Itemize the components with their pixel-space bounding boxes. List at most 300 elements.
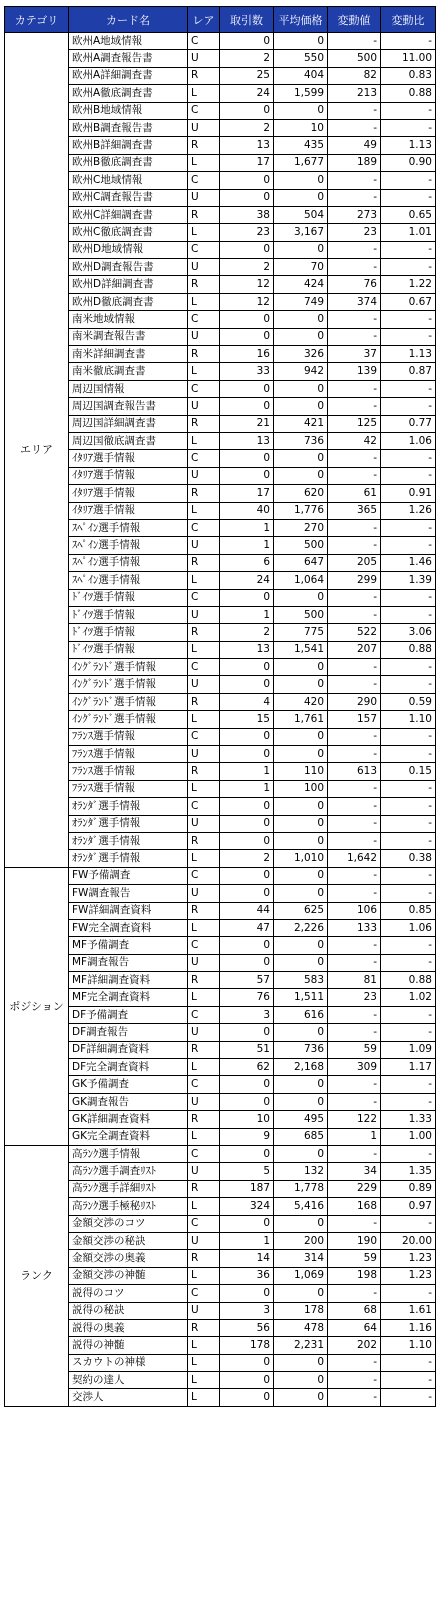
average-price-cell: 1,599 xyxy=(274,85,328,102)
average-price-cell: 0 xyxy=(274,746,328,763)
trade-count-cell: 1 xyxy=(220,780,274,797)
card-name-cell: GK完全調査資料 xyxy=(69,1128,188,1145)
average-price-cell: 404 xyxy=(274,67,328,84)
card-name-cell: 欧州B詳細調査書 xyxy=(69,137,188,154)
average-price-cell: 1,064 xyxy=(274,572,328,589)
rarity-cell: R xyxy=(188,1180,220,1197)
change-ratio-cell: - xyxy=(381,519,436,536)
trade-count-cell: 0 xyxy=(220,815,274,832)
average-price-cell: 583 xyxy=(274,972,328,989)
trade-count-cell: 0 xyxy=(220,589,274,606)
trade-count-cell: 33 xyxy=(220,363,274,380)
table-row xyxy=(5,1146,436,1163)
change-value-cell: 205 xyxy=(328,554,381,571)
change-value-cell: - xyxy=(328,311,381,328)
change-value-cell: - xyxy=(328,676,381,693)
trade-count-cell: 24 xyxy=(220,572,274,589)
change-ratio-cell: - xyxy=(381,380,436,397)
average-price-cell: 0 xyxy=(274,832,328,849)
change-value-cell: 122 xyxy=(328,1111,381,1128)
card-name-cell: ｵﾗﾝﾀﾞ選手情報 xyxy=(69,850,188,867)
card-name-cell: GK詳細調査資料 xyxy=(69,1111,188,1128)
trade-count-cell: 0 xyxy=(220,172,274,189)
rarity-cell: L xyxy=(188,919,220,936)
change-ratio-cell: - xyxy=(381,937,436,954)
change-ratio-cell: - xyxy=(381,537,436,554)
trade-count-cell: 0 xyxy=(220,33,274,50)
card-name-cell: 南米詳細調査書 xyxy=(69,346,188,363)
table-row xyxy=(5,519,436,536)
table-row xyxy=(5,954,436,971)
change-value-cell: - xyxy=(328,1354,381,1371)
change-value-cell: - xyxy=(328,867,381,884)
header-trade-count: 取引数 xyxy=(220,7,274,33)
table-row xyxy=(5,1111,436,1128)
trade-count-cell: 2 xyxy=(220,850,274,867)
rarity-cell: L xyxy=(188,1372,220,1389)
change-ratio-cell: 0.97 xyxy=(381,1198,436,1215)
trade-count-cell: 0 xyxy=(220,659,274,676)
average-price-cell: 421 xyxy=(274,415,328,432)
card-name-cell: ｽﾍﾟｲﾝ選手情報 xyxy=(69,572,188,589)
change-ratio-cell: 1.22 xyxy=(381,276,436,293)
table-row xyxy=(5,1232,436,1249)
card-name-cell: 欧州D調査報告書 xyxy=(69,259,188,276)
change-ratio-cell: 0.65 xyxy=(381,206,436,223)
rarity-cell: C xyxy=(188,1006,220,1023)
table-row xyxy=(5,259,436,276)
change-ratio-cell: 1.06 xyxy=(381,432,436,449)
average-price-cell: 749 xyxy=(274,293,328,310)
average-price-cell: 685 xyxy=(274,1128,328,1145)
rarity-cell: C xyxy=(188,867,220,884)
rarity-cell: L xyxy=(188,363,220,380)
card-name-cell: DF調査報告 xyxy=(69,1024,188,1041)
table-row xyxy=(5,415,436,432)
rarity-cell: R xyxy=(188,902,220,919)
table-row xyxy=(5,276,436,293)
table-row xyxy=(5,1215,436,1232)
trade-count-cell: 36 xyxy=(220,1267,274,1284)
table-row xyxy=(5,537,436,554)
rarity-cell: L xyxy=(188,224,220,241)
average-price-cell: 500 xyxy=(274,606,328,623)
average-price-cell: 0 xyxy=(274,33,328,50)
change-value-cell: - xyxy=(328,450,381,467)
table-row xyxy=(5,137,436,154)
trade-count-cell: 24 xyxy=(220,85,274,102)
change-ratio-cell: - xyxy=(381,33,436,50)
table-row xyxy=(5,885,436,902)
table-row xyxy=(5,589,436,606)
trade-count-cell: 1 xyxy=(220,537,274,554)
average-price-cell: 736 xyxy=(274,432,328,449)
change-ratio-cell: 1.10 xyxy=(381,1337,436,1354)
card-name-cell: ｲﾝｸﾞﾗﾝﾄﾞ選手情報 xyxy=(69,676,188,693)
card-name-cell: 欧州A調査報告書 xyxy=(69,50,188,67)
trade-count-cell: 2 xyxy=(220,50,274,67)
rarity-cell: C xyxy=(188,519,220,536)
change-ratio-cell: 0.91 xyxy=(381,485,436,502)
table-row xyxy=(5,1302,436,1319)
trade-count-cell: 0 xyxy=(220,937,274,954)
trade-count-cell: 44 xyxy=(220,902,274,919)
change-ratio-cell: 0.88 xyxy=(381,85,436,102)
change-value-cell: 59 xyxy=(328,1250,381,1267)
table-row xyxy=(5,432,436,449)
card-name-cell: 金額交渉のコツ xyxy=(69,1215,188,1232)
table-row xyxy=(5,224,436,241)
average-price-cell: 2,226 xyxy=(274,919,328,936)
card-name-cell: ｲﾀﾘｱ選手情報 xyxy=(69,485,188,502)
change-ratio-cell: 0.89 xyxy=(381,1180,436,1197)
table-row xyxy=(5,1267,436,1284)
change-ratio-cell: 1.01 xyxy=(381,224,436,241)
card-name-cell: MF調査報告 xyxy=(69,954,188,971)
card-name-cell: MF完全調査資料 xyxy=(69,989,188,1006)
table-row xyxy=(5,572,436,589)
average-price-cell: 178 xyxy=(274,1302,328,1319)
change-value-cell: - xyxy=(328,606,381,623)
trade-count-cell: 187 xyxy=(220,1180,274,1197)
change-value-cell: - xyxy=(328,1006,381,1023)
card-name-cell: GK調査報告 xyxy=(69,1093,188,1110)
change-ratio-cell: - xyxy=(381,885,436,902)
change-ratio-cell: - xyxy=(381,1389,436,1406)
rarity-cell: L xyxy=(188,1337,220,1354)
table-row xyxy=(5,1128,436,1145)
trade-count-cell: 0 xyxy=(220,328,274,345)
change-ratio-cell: - xyxy=(381,1006,436,1023)
card-name-cell: FW詳細調査資料 xyxy=(69,902,188,919)
average-price-cell: 0 xyxy=(274,1076,328,1093)
rarity-cell: R xyxy=(188,206,220,223)
change-value-cell: 198 xyxy=(328,1267,381,1284)
rarity-cell: R xyxy=(188,972,220,989)
average-price-cell: 132 xyxy=(274,1163,328,1180)
average-price-cell: 0 xyxy=(274,1093,328,1110)
average-price-cell: 420 xyxy=(274,693,328,710)
card-name-cell: 高ﾗﾝｸ選手調査ﾘｽﾄ xyxy=(69,1163,188,1180)
change-value-cell: - xyxy=(328,259,381,276)
trade-count-cell: 0 xyxy=(220,1372,274,1389)
change-value-cell: 68 xyxy=(328,1302,381,1319)
change-value-cell: 49 xyxy=(328,137,381,154)
change-value-cell: 64 xyxy=(328,1319,381,1336)
rarity-cell: C xyxy=(188,241,220,258)
change-ratio-cell: 0.59 xyxy=(381,693,436,710)
card-name-cell: ｲﾝｸﾞﾗﾝﾄﾞ選手情報 xyxy=(69,693,188,710)
table-row xyxy=(5,972,436,989)
average-price-cell: 495 xyxy=(274,1111,328,1128)
change-ratio-cell: - xyxy=(381,189,436,206)
table-row xyxy=(5,798,436,815)
average-price-cell: 736 xyxy=(274,1041,328,1058)
change-ratio-cell: - xyxy=(381,241,436,258)
change-value-cell: - xyxy=(328,380,381,397)
rarity-cell: L xyxy=(188,572,220,589)
change-value-cell: 309 xyxy=(328,1059,381,1076)
trade-count-cell: 1 xyxy=(220,763,274,780)
rarity-cell: C xyxy=(188,659,220,676)
average-price-cell: 0 xyxy=(274,1024,328,1041)
change-value-cell: 1 xyxy=(328,1128,381,1145)
trade-count-cell: 62 xyxy=(220,1059,274,1076)
trade-count-cell: 4 xyxy=(220,693,274,710)
table-row xyxy=(5,102,436,119)
change-value-cell: - xyxy=(328,832,381,849)
change-ratio-cell: 1.09 xyxy=(381,1041,436,1058)
card-name-cell: DF詳細調査資料 xyxy=(69,1041,188,1058)
change-value-cell: 61 xyxy=(328,485,381,502)
card-name-cell: 欧州D詳細調査書 xyxy=(69,276,188,293)
table-row xyxy=(5,450,436,467)
card-name-cell: 欧州C調査報告書 xyxy=(69,189,188,206)
table-row xyxy=(5,641,436,658)
card-name-cell: ｵﾗﾝﾀﾞ選手情報 xyxy=(69,815,188,832)
rarity-cell: R xyxy=(188,832,220,849)
table-row xyxy=(5,398,436,415)
change-value-cell: 157 xyxy=(328,711,381,728)
table-row xyxy=(5,728,436,745)
rarity-cell: C xyxy=(188,311,220,328)
trade-count-cell: 0 xyxy=(220,241,274,258)
rarity-cell: U xyxy=(188,815,220,832)
table-row xyxy=(5,746,436,763)
card-name-cell: 高ﾗﾝｸ選手詳細ﾘｽﾄ xyxy=(69,1180,188,1197)
trade-count-cell: 25 xyxy=(220,67,274,84)
rarity-cell: R xyxy=(188,67,220,84)
table-row xyxy=(5,711,436,728)
table-row xyxy=(5,293,436,310)
change-ratio-cell: 0.88 xyxy=(381,972,436,989)
rarity-cell: U xyxy=(188,954,220,971)
change-value-cell: 34 xyxy=(328,1163,381,1180)
trade-count-cell: 12 xyxy=(220,293,274,310)
average-price-cell: 0 xyxy=(274,589,328,606)
average-price-cell: 478 xyxy=(274,1319,328,1336)
card-name-cell: 欧州A徹底調査書 xyxy=(69,85,188,102)
card-name-cell: スカウトの神様 xyxy=(69,1354,188,1371)
change-ratio-cell: - xyxy=(381,1372,436,1389)
rarity-cell: R xyxy=(188,485,220,502)
card-name-cell: ﾄﾞｲﾂ選手情報 xyxy=(69,606,188,623)
change-ratio-cell: 1.46 xyxy=(381,554,436,571)
rarity-cell: L xyxy=(188,780,220,797)
change-ratio-cell: - xyxy=(381,746,436,763)
card-name-cell: MF詳細調査資料 xyxy=(69,972,188,989)
table-row xyxy=(5,50,436,67)
card-name-cell: 欧州D徹底調査書 xyxy=(69,293,188,310)
table-row xyxy=(5,606,436,623)
rarity-cell: C xyxy=(188,102,220,119)
trade-count-cell: 2 xyxy=(220,624,274,641)
table-row xyxy=(5,1319,436,1336)
table-row xyxy=(5,85,436,102)
change-ratio-cell: 1.33 xyxy=(381,1111,436,1128)
change-ratio-cell: - xyxy=(381,1076,436,1093)
trade-count-cell: 1 xyxy=(220,606,274,623)
table-row xyxy=(5,467,436,484)
change-value-cell: - xyxy=(328,1076,381,1093)
change-value-cell: 125 xyxy=(328,415,381,432)
trade-count-cell: 0 xyxy=(220,1024,274,1041)
trade-count-cell: 0 xyxy=(220,798,274,815)
change-ratio-cell: - xyxy=(381,954,436,971)
trade-count-cell: 17 xyxy=(220,154,274,171)
change-ratio-cell: - xyxy=(381,659,436,676)
rarity-cell: R xyxy=(188,137,220,154)
table-row xyxy=(5,154,436,171)
card-name-cell: 欧州B地域情報 xyxy=(69,102,188,119)
change-value-cell: - xyxy=(328,659,381,676)
card-name-cell: ｵﾗﾝﾀﾞ選手情報 xyxy=(69,832,188,849)
table-row xyxy=(5,902,436,919)
change-ratio-cell: 0.67 xyxy=(381,293,436,310)
change-ratio-cell: - xyxy=(381,676,436,693)
rarity-cell: U xyxy=(188,259,220,276)
change-ratio-cell: 1.26 xyxy=(381,502,436,519)
card-name-cell: 金額交渉の秘訣 xyxy=(69,1232,188,1249)
change-value-cell: - xyxy=(328,885,381,902)
rarity-cell: L xyxy=(188,85,220,102)
average-price-cell: 0 xyxy=(274,937,328,954)
rarity-cell: C xyxy=(188,728,220,745)
average-price-cell: 0 xyxy=(274,311,328,328)
header-row xyxy=(5,7,436,33)
change-value-cell: - xyxy=(328,119,381,136)
trade-count-cell: 0 xyxy=(220,102,274,119)
change-value-cell: 522 xyxy=(328,624,381,641)
average-price-cell: 0 xyxy=(274,728,328,745)
trade-count-cell: 0 xyxy=(220,676,274,693)
rarity-cell: R xyxy=(188,554,220,571)
trade-count-cell: 3 xyxy=(220,1302,274,1319)
card-name-cell: ﾄﾞｲﾂ選手情報 xyxy=(69,624,188,641)
category-cell: ポジション xyxy=(5,867,69,1145)
table-row xyxy=(5,1250,436,1267)
trade-count-cell: 14 xyxy=(220,1250,274,1267)
average-price-cell: 0 xyxy=(274,328,328,345)
rarity-cell: U xyxy=(188,467,220,484)
price-table-container xyxy=(4,6,436,1407)
average-price-cell: 504 xyxy=(274,206,328,223)
table-row xyxy=(5,346,436,363)
trade-count-cell: 17 xyxy=(220,485,274,502)
category-cell: エリア xyxy=(5,33,69,868)
change-value-cell: - xyxy=(328,1093,381,1110)
card-name-cell: 周辺国調査報告書 xyxy=(69,398,188,415)
rarity-cell: C xyxy=(188,1215,220,1232)
average-price-cell: 1,541 xyxy=(274,641,328,658)
change-ratio-cell: 1.02 xyxy=(381,989,436,1006)
rarity-cell: U xyxy=(188,606,220,623)
rarity-cell: U xyxy=(188,50,220,67)
change-value-cell: 82 xyxy=(328,67,381,84)
trade-count-cell: 1 xyxy=(220,1232,274,1249)
change-ratio-cell: - xyxy=(381,102,436,119)
average-price-cell: 0 xyxy=(274,189,328,206)
rarity-cell: R xyxy=(188,346,220,363)
average-price-cell: 1,776 xyxy=(274,502,328,519)
rarity-cell: R xyxy=(188,1250,220,1267)
average-price-cell: 0 xyxy=(274,380,328,397)
trade-count-cell: 0 xyxy=(220,832,274,849)
change-ratio-cell: 1.23 xyxy=(381,1250,436,1267)
table-row xyxy=(5,1006,436,1023)
table-row xyxy=(5,172,436,189)
average-price-cell: 0 xyxy=(274,1372,328,1389)
rarity-cell: U xyxy=(188,1302,220,1319)
average-price-cell: 0 xyxy=(274,1215,328,1232)
trade-count-cell: 6 xyxy=(220,554,274,571)
change-ratio-cell: 1.00 xyxy=(381,1128,436,1145)
card-name-cell: ﾌﾗﾝｽ選手情報 xyxy=(69,780,188,797)
average-price-cell: 0 xyxy=(274,1354,328,1371)
change-value-cell: - xyxy=(328,589,381,606)
card-name-cell: 説得の秘訣 xyxy=(69,1302,188,1319)
average-price-cell: 0 xyxy=(274,467,328,484)
card-name-cell: ｲﾀﾘｱ選手情報 xyxy=(69,502,188,519)
card-name-cell: ｽﾍﾟｲﾝ選手情報 xyxy=(69,537,188,554)
change-value-cell: 213 xyxy=(328,85,381,102)
change-value-cell: 37 xyxy=(328,346,381,363)
trade-count-cell: 56 xyxy=(220,1319,274,1336)
average-price-cell: 314 xyxy=(274,1250,328,1267)
change-value-cell: 189 xyxy=(328,154,381,171)
rarity-cell: R xyxy=(188,1041,220,1058)
table-row xyxy=(5,919,436,936)
rarity-cell: U xyxy=(188,1163,220,1180)
average-price-cell: 0 xyxy=(274,1146,328,1163)
change-ratio-cell: - xyxy=(381,589,436,606)
rarity-cell: C xyxy=(188,589,220,606)
rarity-cell: R xyxy=(188,1111,220,1128)
change-ratio-cell: - xyxy=(381,832,436,849)
table-row xyxy=(5,867,436,884)
rarity-cell: U xyxy=(188,885,220,902)
trade-count-cell: 40 xyxy=(220,502,274,519)
table-row xyxy=(5,1389,436,1406)
change-ratio-cell: - xyxy=(381,1354,436,1371)
change-value-cell: - xyxy=(328,1215,381,1232)
card-name-cell: ﾌﾗﾝｽ選手情報 xyxy=(69,728,188,745)
table-row xyxy=(5,363,436,380)
trade-count-cell: 0 xyxy=(220,380,274,397)
change-ratio-cell: 1.61 xyxy=(381,1302,436,1319)
change-ratio-cell: 0.77 xyxy=(381,415,436,432)
trade-count-cell: 0 xyxy=(220,467,274,484)
header-card-name: カード名 xyxy=(69,7,188,33)
rarity-cell: C xyxy=(188,450,220,467)
change-value-cell: 81 xyxy=(328,972,381,989)
change-value-cell: 613 xyxy=(328,763,381,780)
change-value-cell: 273 xyxy=(328,206,381,223)
trade-count-cell: 3 xyxy=(220,1006,274,1023)
average-price-cell: 1,677 xyxy=(274,154,328,171)
card-name-cell: 周辺国詳細調査書 xyxy=(69,415,188,432)
card-name-cell: 交渉人 xyxy=(69,1389,188,1406)
card-name-cell: 南米徹底調査書 xyxy=(69,363,188,380)
card-name-cell: 欧州A地域情報 xyxy=(69,33,188,50)
table-row xyxy=(5,780,436,797)
rarity-cell: R xyxy=(188,624,220,641)
card-name-cell: DF完全調査資料 xyxy=(69,1059,188,1076)
rarity-cell: U xyxy=(188,746,220,763)
change-ratio-cell: - xyxy=(381,728,436,745)
change-ratio-cell: 0.88 xyxy=(381,641,436,658)
table-row xyxy=(5,815,436,832)
